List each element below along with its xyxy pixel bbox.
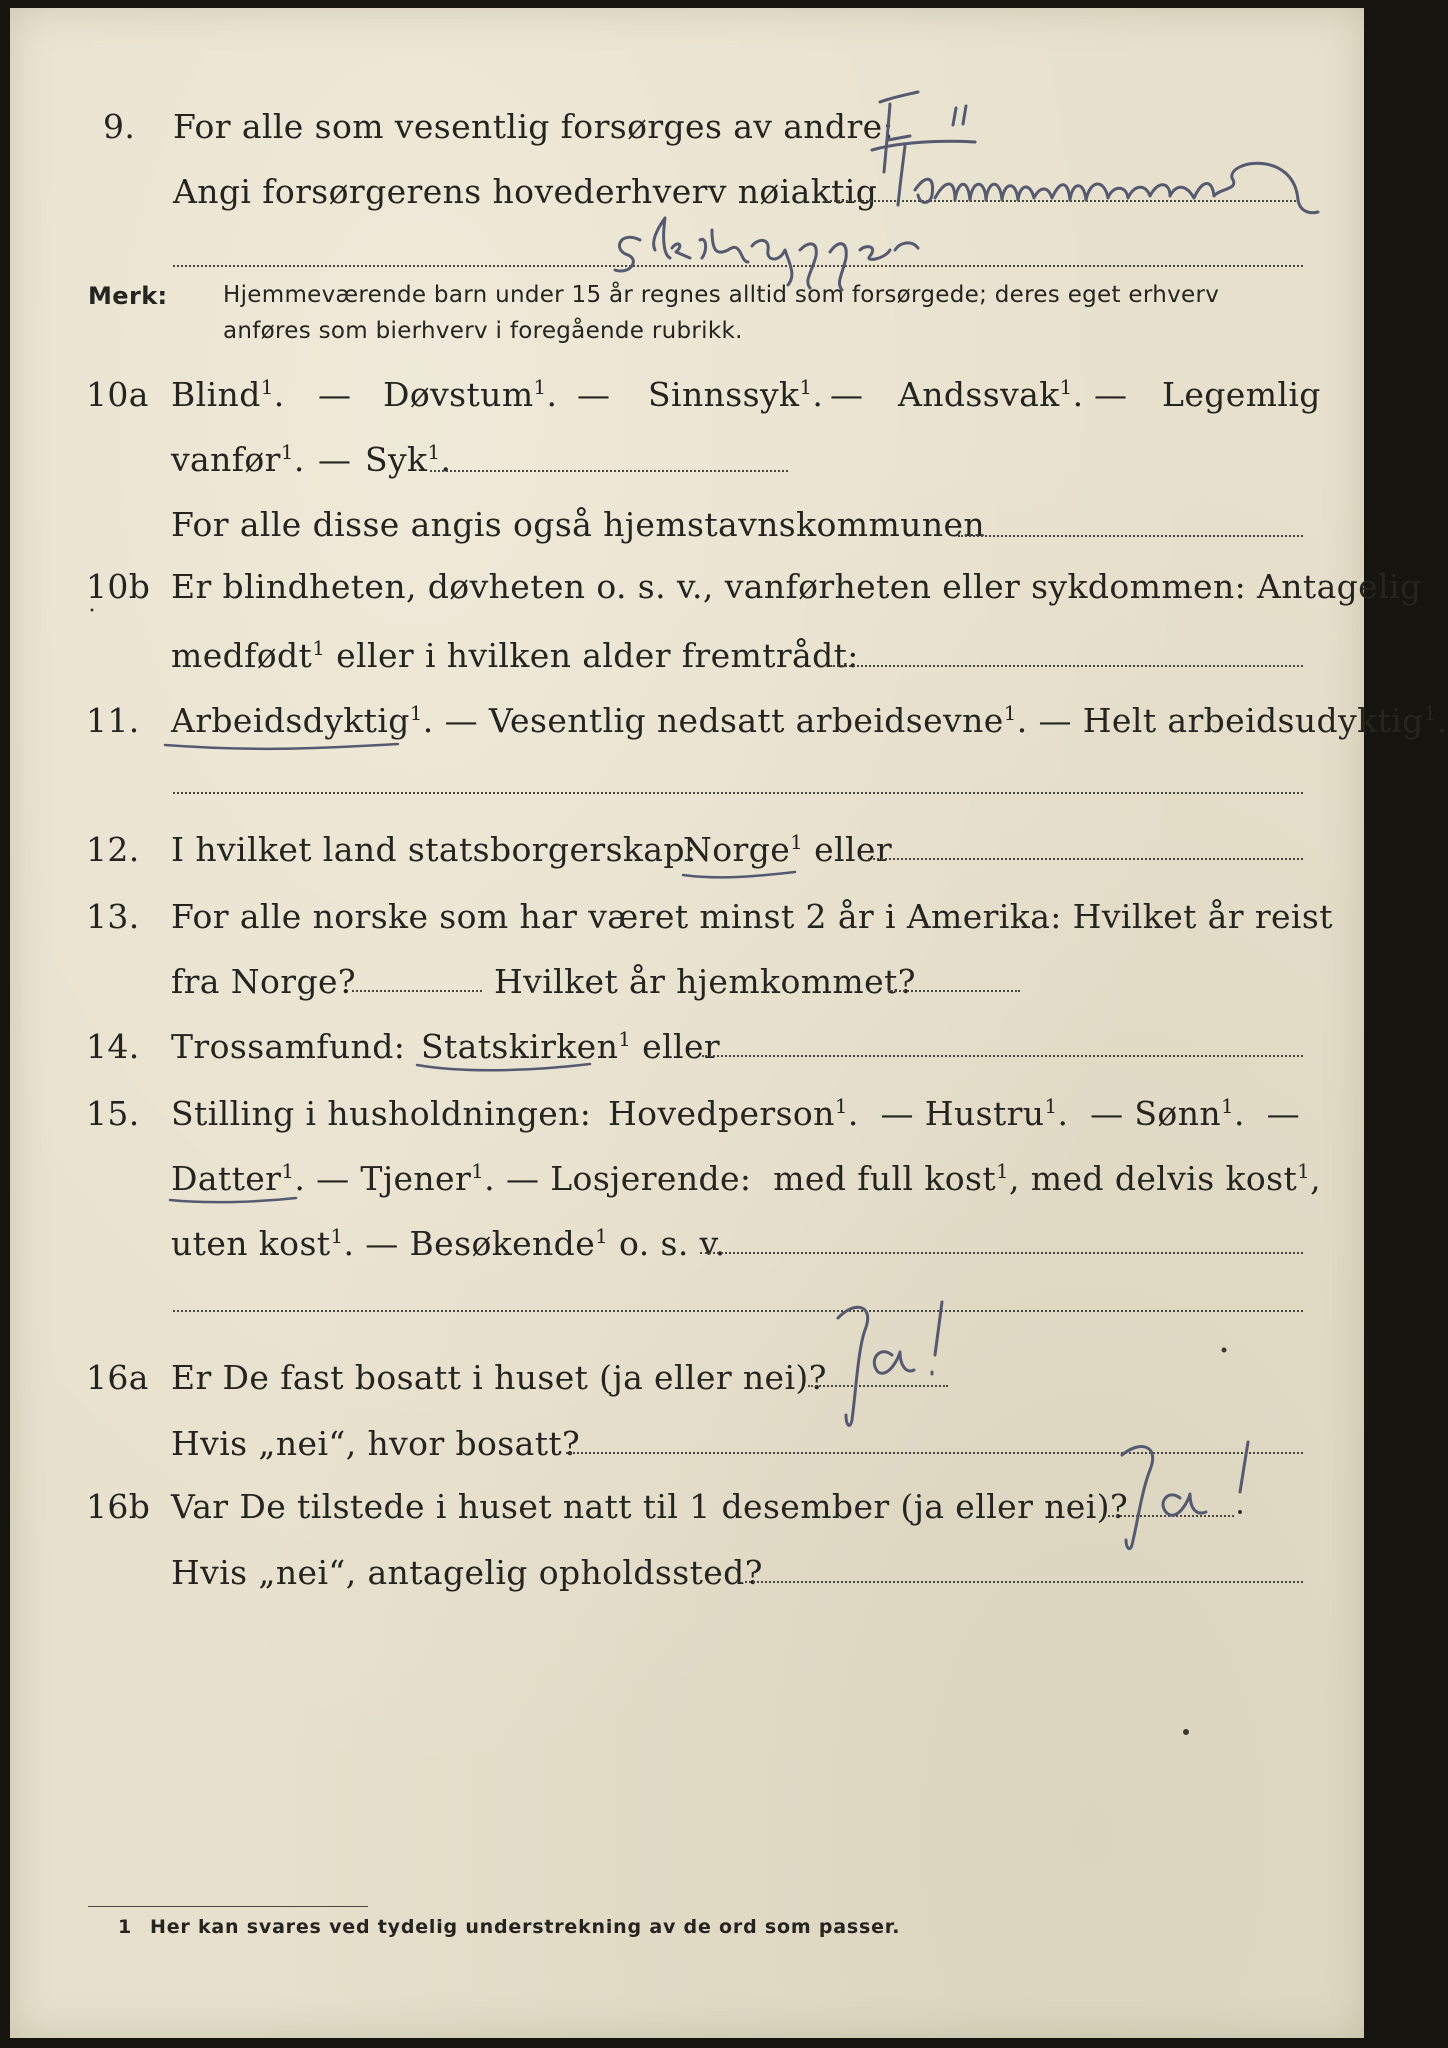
besokende-option[interactable]: — Besøkende <box>365 1224 596 1263</box>
delviskost-option[interactable]: , med delvis kost <box>1009 1159 1298 1198</box>
footnote-ref: 1 <box>1044 1095 1058 1118</box>
footnote-ref: 1 <box>1003 702 1017 725</box>
footnote-ref: 1 <box>799 376 813 399</box>
footnote-text: Her kan svares ved tydelig understrekning av de ord som passer. <box>150 1916 901 1938</box>
norge-option[interactable]: Norge <box>683 830 791 869</box>
q16b-line2: Hvis „nei“, antagelig opholdssted? <box>171 1553 763 1592</box>
q9-number: 9. <box>103 107 136 146</box>
footnote-mark: 1 <box>118 1916 133 1938</box>
q10a-andssvak[interactable]: Andssvak$^1$. <box>898 375 1084 414</box>
q10b-line2-rest: eller i hvilken alder fremtrådt: <box>336 636 859 675</box>
footnote-ref: 1 <box>1297 1160 1311 1183</box>
q13-reist-line[interactable] <box>352 990 482 992</box>
udyktig-option[interactable]: — Helt arbeidsudyktig <box>1038 701 1424 740</box>
q12-answer-line[interactable] <box>868 858 1303 860</box>
q13-number: 13. <box>86 897 140 936</box>
merk-line1: Hjemmeværende barn under 15 år regnes alltid som forsørgede; deres eget erhverv <box>223 282 1220 308</box>
q10a-number: 10a <box>86 375 149 414</box>
q11-number: 11. <box>86 701 140 740</box>
q14-number: 14. <box>86 1027 140 1066</box>
q10a-line3: For alle disse angis også hjemstavnskommunen <box>171 505 986 544</box>
q10a-dash-3: — <box>830 375 864 414</box>
q16b-line1: Var De tilstede i huset natt til 1 desember (ja eller nei)? <box>171 1487 1129 1526</box>
q12-eller: eller <box>814 830 893 869</box>
hustru-option[interactable]: — Hustru <box>880 1094 1045 1133</box>
q13-line2a: fra Norge? <box>171 962 357 1001</box>
vanfor-label: vanfør <box>171 440 281 479</box>
footnote-ref: 1 <box>260 376 274 399</box>
q12-options <box>683 830 892 869</box>
q15-line3-options: uten kost$^1$. — Besøkende$^1$ o. s. v. <box>171 1224 726 1263</box>
footnote-ref: 1 <box>618 1028 632 1051</box>
hovedperson-option[interactable]: Hovedperson <box>608 1094 835 1133</box>
footnote-ref: 1 <box>471 1160 485 1183</box>
q14-answer-line[interactable] <box>702 1055 1303 1057</box>
q10b-number: 10b <box>86 567 151 606</box>
blind-label: Blind <box>171 375 261 414</box>
q15-label: Stilling i husholdningen: <box>171 1094 592 1133</box>
q10b-line2 <box>171 636 859 675</box>
q16a-answer-line[interactable] <box>808 1385 948 1387</box>
q14-options <box>421 1027 720 1066</box>
census-form-page <box>10 8 1364 2038</box>
q11-answer-line[interactable] <box>173 792 1303 794</box>
q13-line1: For alle norske som har været minst 2 år i Amerika: Hvilket år reist <box>171 897 1333 936</box>
q10a-dash-2: — <box>577 375 611 414</box>
syk-label: Syk <box>365 440 428 479</box>
footnote-ref: 1 <box>281 1160 295 1183</box>
q16a-line1: Er De fast bosatt i huset (ja eller nei)? <box>171 1358 827 1397</box>
q10a-dovstum[interactable]: Døvstum$^1$. <box>383 375 558 414</box>
merk-label: Merk: <box>88 282 168 310</box>
q10a-dash-4: — <box>1094 375 1128 414</box>
footnote-ref: 1 <box>312 637 326 660</box>
q10a-dash-5: — <box>318 440 352 479</box>
q13-hjemkommet-line[interactable] <box>888 990 1020 992</box>
fullkost-option[interactable]: med full kost <box>773 1159 996 1198</box>
footnote-ref: 1 <box>427 441 441 464</box>
dovstum-label: Døvstum <box>383 375 534 414</box>
q13-line2b: Hvilket år hjemkommet? <box>494 962 916 1001</box>
q15-line1-options: Hovedperson$^1$. — Hustru$^1$. — Sønn$^1$. — <box>608 1094 1301 1133</box>
q9-line1: For alle som vesentlig forsørges av andre: <box>173 107 895 146</box>
footnote-rule <box>88 1906 368 1907</box>
q15-answer-line-2[interactable] <box>173 1310 1303 1312</box>
q10a-hjemstavn-line[interactable] <box>958 535 1303 537</box>
q10a-answer-line[interactable] <box>430 470 788 472</box>
q10a-legemlig[interactable]: Legemlig <box>1162 375 1321 414</box>
osv-label: o. s. v. <box>619 1224 726 1263</box>
footnote-ref: 1 <box>1059 376 1073 399</box>
footnote-ref: 1 <box>1221 1095 1234 1118</box>
q15-dash: — <box>1266 1094 1301 1133</box>
q10a-sinnssyk[interactable]: Sinnssyk$^1$. <box>648 375 824 414</box>
q10a-blind[interactable]: Blind$^1$. <box>171 375 285 414</box>
sinnssyk-label: Sinnssyk <box>648 375 800 414</box>
q16a-bosatt-line[interactable] <box>566 1452 1303 1454</box>
footnote-ref: 1 <box>595 1225 609 1248</box>
footnote-ref: 1 <box>280 441 294 464</box>
q16b-opholdssted-line[interactable] <box>745 1581 1303 1583</box>
footnote-ref: 1 <box>1423 702 1437 725</box>
q10b-line1: Er blindheten, døvheten o. s. v., vanførheten eller sykdommen: Antagelig <box>171 567 1422 606</box>
footnote-ref: 1 <box>533 376 547 399</box>
footnote-ref: 1 <box>330 1225 344 1248</box>
q10a-vanfor[interactable]: vanfør$^1$. <box>171 440 305 479</box>
sonn-option[interactable]: — Sønn <box>1090 1094 1221 1133</box>
q16b-answer-line[interactable] <box>1104 1515 1234 1517</box>
q10b-answer-line[interactable] <box>830 665 1303 667</box>
q15-answer-line[interactable] <box>700 1252 1303 1254</box>
q9-answer-line-2[interactable] <box>173 265 1303 267</box>
andssvak-label: Andssvak <box>898 375 1060 414</box>
footnote-ref: 1 <box>790 831 804 854</box>
arbeidsdyktig-option[interactable]: Arbeidsdyktig <box>171 701 410 740</box>
statskirken-option[interactable]: Statskirken <box>421 1027 619 1066</box>
q15-line2-options: Datter$^1$. — Tjener$^1$. — Losjerende: med full kost$^1$, med delvis kost$^1$, <box>171 1159 1321 1198</box>
q11-options: Arbeidsdyktig$^1$. — Vesentlig nedsatt arbeidsevne$^1$. — Helt arbeidsudyktig$^1$. <box>171 701 1448 740</box>
medfodt-label[interactable]: medfødt <box>171 636 313 675</box>
q10a-dash-1: — <box>318 375 352 414</box>
q9-line2: Angi forsørgerens hovederhverv nøiaktig <box>173 172 878 211</box>
nedsatt-option[interactable]: — Vesentlig nedsatt arbeidsevne <box>444 701 1004 740</box>
tjener-option[interactable]: — Tjener <box>316 1159 472 1198</box>
q15-number: 15. <box>86 1094 140 1133</box>
q16a-line2: Hvis „nei“, hvor bosatt? <box>171 1424 581 1463</box>
q16a-number: 16a <box>86 1358 149 1397</box>
utenkost-option[interactable]: uten kost <box>171 1224 331 1263</box>
footnote-ref: 1 <box>409 702 423 725</box>
footnote-ref: 1 <box>996 1160 1009 1183</box>
q14-label: Trossamfund: <box>171 1027 406 1066</box>
datter-option[interactable]: Datter <box>171 1159 282 1198</box>
footnote-ref: 1 <box>834 1095 848 1118</box>
q10a-syk[interactable]: Syk$^1$. <box>365 440 452 479</box>
q14-eller: eller <box>642 1027 721 1066</box>
q12-text: I hvilket land statsborgerskap: <box>171 830 697 869</box>
losjerende-label: — Losjerende: <box>505 1159 752 1198</box>
q16b-number: 16b <box>86 1487 151 1526</box>
q9-answer-line[interactable] <box>826 200 1296 202</box>
merk-line2: anføres som bierhverv i foregående rubrikk. <box>223 318 743 344</box>
q12-number: 12. <box>86 830 140 869</box>
